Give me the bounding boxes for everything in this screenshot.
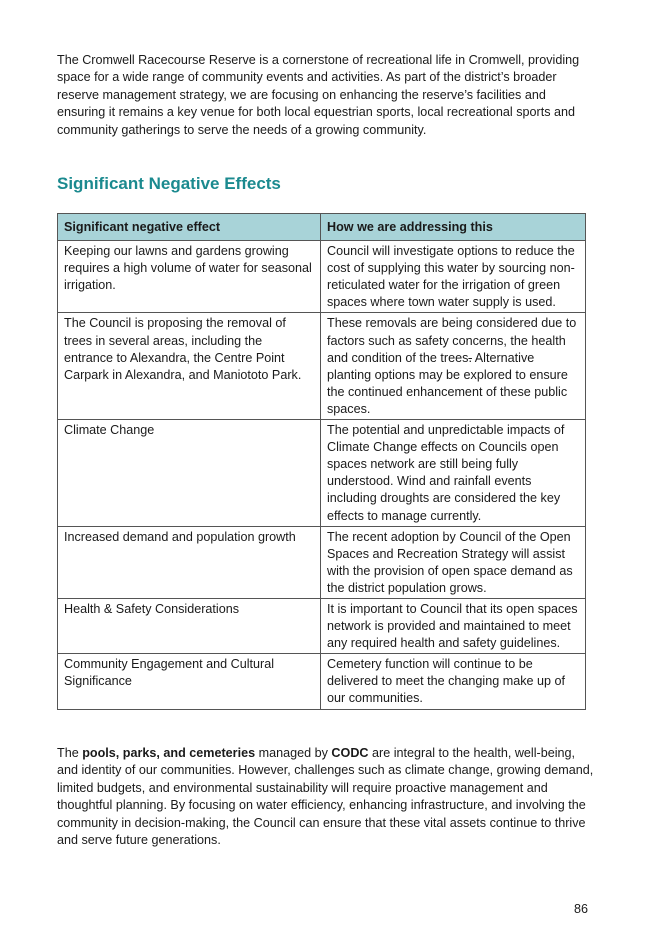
response-cell: Cemetery function will continue to be delivered to meet the changing make up of our communities. [321, 654, 586, 709]
outro-paragraph [57, 745, 597, 849]
effect-cell: Increased demand and population growth [58, 526, 321, 598]
table-row [58, 241, 586, 313]
response-cell: Council will investigate options to reduce the cost of supplying this water by sourcing non-reticulated water for the irrigation of green spaces where town water supply is used. [321, 241, 586, 313]
effect-cell: Community Engagement and Cultural Significance [58, 654, 321, 709]
response-text: These removals are being considered due to factors such as safety concerns, the health and condition of the trees [327, 316, 577, 365]
column-header-response: How we are addressing this [321, 214, 586, 241]
table-row [58, 526, 586, 598]
effect-cell: The Council is proposing the removal of trees in several areas, including the entrance to Alexandra, the Centre Point Carpark in Alexandra, and Maniototo Park. [58, 313, 321, 420]
intro-paragraph: The Cromwell Racecourse Reserve is a cornerstone of recreational life in Cromwell, providing space for a wide range of community events and activities. As part of the district’s broader reserve management strategy, we are focusing on enhancing the reserve’s facilities and ensuring it remains a key venue for both local equestrian sports, local recreational sports and community gatherings to serve the needs of a growing community. [57, 53, 580, 137]
outro-text: The [57, 746, 83, 760]
outro-bold-text: CODC [331, 746, 369, 760]
response-cell: The recent adoption by Council of the Open Spaces and Recreation Strategy will assist with the provision of open space demand as the district population grows. [321, 526, 586, 598]
struck-text: . [468, 350, 472, 365]
effect-cell: Health & Safety Considerations [58, 598, 321, 653]
column-header-effect: Significant negative effect [58, 214, 321, 241]
response-cell [321, 313, 586, 420]
table-row [58, 313, 586, 420]
effect-cell: Keeping our lawns and gardens growing requires a high volume of water for seasonal irrigation. [58, 241, 321, 313]
table-row [58, 598, 586, 653]
page-number: 86 [574, 902, 589, 916]
section-heading: Significant Negative Effects [57, 174, 281, 193]
response-text: Alternative planting options may be explored to ensure the continued enhancement of these public spaces. [327, 350, 568, 416]
outro-bold-text: pools, parks, and cemeteries [82, 746, 256, 760]
response-cell: It is important to Council that its open spaces network is provided and maintained to meet any required health and safety guidelines. [321, 598, 586, 653]
outro-text: managed by [255, 746, 332, 760]
table-header-row [58, 214, 586, 241]
table-row [58, 654, 586, 709]
effects-table [57, 213, 586, 710]
outro-text: are integral to the health, well-being, and identity of our communities. However, challenges such as climate change, growing demand, limited budgets, and environmental sustainability will require proactive management and thoughtful planning. By focusing on water efficiency, enhancing infrastructure, and involving the community in decision-making, the Council can ensure that these vital assets continue to thrive and serve future generations. [57, 746, 594, 848]
response-cell: The potential and unpredictable impacts of Climate Change effects on Councils open spaces network are still being fully understood. Wind and rainfall events including droughts are considered the key effects to manage currently. [321, 420, 586, 527]
table-row [58, 420, 586, 527]
effect-cell: Climate Change [58, 420, 321, 527]
